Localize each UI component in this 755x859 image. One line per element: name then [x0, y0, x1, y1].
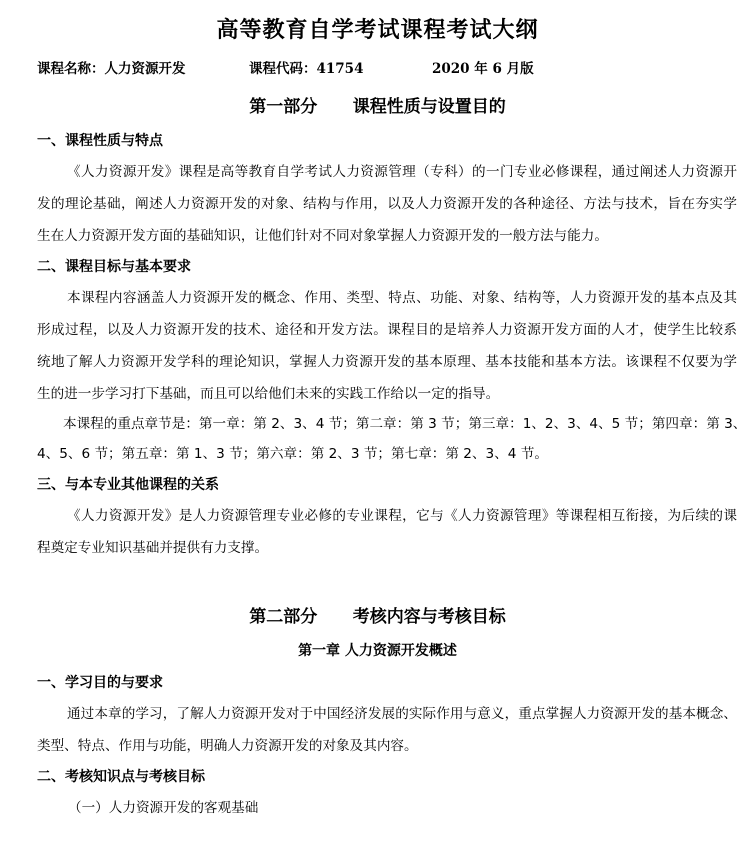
section-heading: 二、课程目标与基本要求: [37, 259, 191, 275]
paragraph-line: 统地了解人力资源开发学科的理论知识，掌握人力资源开发的基本原理、基本技能和基本方法。该课程不仅要为学: [37, 354, 737, 370]
part-one-title: 第一部分 课程性质与设置目的: [249, 97, 506, 117]
paragraph-line: 形成过程，以及人力资源开发的技术、途径和开发方法。课程目的是培养人力资源开发方面的人才，使学生比较系: [37, 322, 737, 338]
paragraph-line: 《人力资源开发》课程是高等教育自学考试人力资源管理（专科）的一门专业必修课程，通过阐述人力资源开: [67, 164, 737, 180]
course-name: 课程名称：人力资源开发: [37, 61, 186, 77]
paragraph-line: 程奠定专业知识基础并提供有力支撑。: [37, 540, 269, 556]
edition-date: 2020 年 6 月版: [432, 61, 534, 77]
paragraph-line: 生在人力资源开发方面的基础知识，让他们针对不同对象掌握人力资源开发的一般方法与能力。: [37, 228, 608, 244]
paragraph-line: 通过本章的学习，了解人力资源开发对于中国经济发展的实际作用与意义，重点掌握人力资源开发的基本概念、: [67, 706, 737, 722]
section-heading: 一、课程性质与特点: [37, 133, 163, 149]
paragraph-line: 《人力资源开发》是人力资源管理专业必修的专业课程，它与《人力资源管理》等课程相互衔接，为后续的课: [67, 508, 737, 524]
document-title: 高等教育自学考试课程考试大纲: [216, 17, 539, 43]
course-code: 课程代码：41754: [249, 61, 364, 77]
paragraph-line: 生的进一步学习打下基础，而且可以给他们未来的实践工作给以一定的指导。: [37, 386, 500, 402]
section-heading: 一、学习目的与要求: [37, 675, 163, 691]
key-chapters-line: 4、5、6 节；第五章：第 1、3 节；第六章：第 2、3 节；第七章：第 2、3、4 节。: [37, 446, 548, 462]
section-heading: 二、考核知识点与考核目标: [37, 769, 205, 785]
subsection-heading: （一）人力资源开发的客观基础: [68, 800, 259, 816]
key-chapters-line: 本课程的重点章节是：第一章：第 2、3、4 节；第二章：第 3 节；第三章：1、2、3、4、5 节；第四章：第 3、: [63, 416, 747, 432]
paragraph-line: 类型、特点、作用与功能，明确人力资源开发的对象及其内容。: [37, 738, 418, 754]
chapter-title: 第一章 人力资源开发概述: [298, 643, 457, 659]
part-two-title: 第二部分 考核内容与考核目标: [249, 607, 506, 627]
section-heading: 三、与本专业其他课程的关系: [37, 477, 219, 493]
paragraph-line: 本课程内容涵盖人力资源开发的概念、作用、类型、特点、功能、对象、结构等，人力资源开发的基本点及其: [67, 290, 737, 306]
paragraph-line: 发的理论基础，阐述人力资源开发的对象、结构与作用，以及人力资源开发的各种途径、方法与技术，旨在夯实学: [37, 196, 737, 212]
